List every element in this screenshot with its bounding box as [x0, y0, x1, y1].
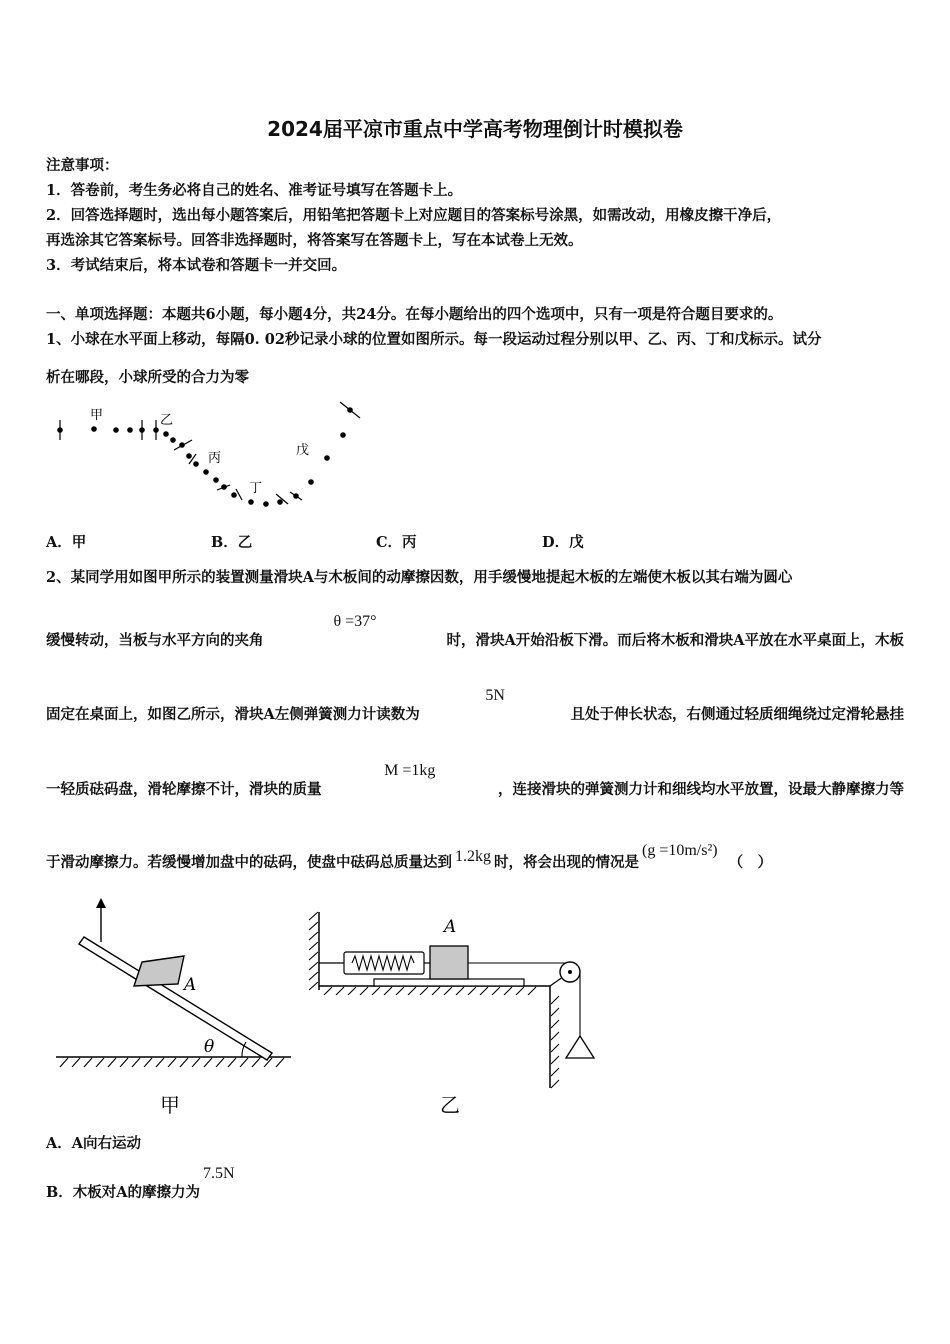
q1-option-d[interactable]: D．戊 — [542, 534, 584, 551]
q2-answer-blank: （ ） — [728, 854, 773, 871]
q1-option-a[interactable]: A．甲 — [46, 534, 87, 551]
q2-l1-text: 2、某同学用如图甲所示的装置测量滑块A与木板间的动摩擦因数，用手缓慢地提起木板的左端使木板以其右端为圆心 — [46, 569, 793, 586]
q2-l4-text-b: ，连接滑块的弹簧测力计和细线均水平放置，设最大静摩擦力等 — [498, 781, 904, 798]
segment-label-yi: 乙 — [160, 413, 174, 428]
q2-l4-text-a: 一轻质砝码盘，滑轮摩擦不计，滑块的质量 — [46, 781, 322, 798]
segment-label-wu: 戊 — [296, 443, 310, 458]
notice-item-2-cont: 再选涂其它答案标号。回答非选择题时，将答案写在答题卡上，写在本试卷上无效。 — [46, 232, 583, 249]
q2-weight-math: 1.2kg — [455, 848, 491, 865]
q2-option-b-text: B．木板对A的摩擦力为 — [46, 1184, 201, 1201]
section-heading: 一、单项选择题：本题共6小题，每小题4分，共24分。在每小题给出的四个选项中，只有一项是符合题目要求的。 — [46, 306, 783, 323]
q1-option-c[interactable]: C．丙 — [376, 534, 417, 551]
q2-stem-line1 — [46, 566, 904, 587]
q2-stem-line5 — [46, 842, 773, 872]
q2-l2-text-b: 时，滑块A开始沿板下滑。而后将木板和滑块A平放在水平桌面上，木板 — [446, 632, 904, 649]
q1-stem-line2: 析在哪段，小球所受的合力为零 — [46, 369, 249, 386]
label-block-a-jia: A — [184, 975, 197, 995]
q2-spring-reading-math: 5N — [485, 687, 505, 704]
notice-item-2: 2．回答选择题时，选出每小题答案后，用铅笔把答题卡上对应题目的答案标号涂黑，如需改动，用橡皮擦干净后， — [46, 207, 782, 224]
notice-item-1: 1．答卷前，考生务必将自己的姓名、准考证号填写在答题卡上。 — [46, 182, 463, 199]
q2-stem-line3 — [46, 687, 904, 724]
label-theta: θ — [204, 1037, 215, 1057]
q2-stem-line2 — [46, 613, 904, 650]
q2-figure-yi — [302, 908, 602, 1122]
q2-l2-text-a: 缓慢转动，当板与水平方向的夹角 — [46, 632, 264, 649]
q2-figure-jia — [46, 890, 296, 1122]
segment-label-jia: 甲 — [90, 408, 104, 423]
q2-option-b-math: 7.5N — [203, 1165, 235, 1182]
q2-angle-math: θ =37° — [333, 613, 377, 630]
notice-item-3: 3．考试结束后，将本试卷和答题卡一并交回。 — [46, 257, 347, 274]
figure-yi-caption: 乙 — [440, 1093, 460, 1117]
label-block-a-yi: A — [444, 917, 457, 937]
q2-option-b[interactable] — [46, 1165, 235, 1202]
q2-mass-math: M =1kg — [384, 762, 436, 779]
notice-heading: 注意事项： — [46, 157, 119, 174]
segment-label-bing: 丙 — [208, 451, 222, 466]
q2-l5-text-a: 于滑动摩擦力。若缓慢增加盘中的砝码，使盘中砝码总质量达到 — [46, 854, 452, 871]
q1-trajectory-figure — [46, 392, 376, 517]
q2-l3-text-a: 固定在桌面上，如图乙所示，滑块A左侧弹簧测力计读数为 — [46, 706, 420, 723]
q2-gravity-math: (g =10m/s²) — [642, 842, 718, 859]
q2-stem-line4 — [46, 762, 904, 799]
figure-jia-caption: 甲 — [160, 1093, 180, 1117]
q2-l5-text-b: 时，将会出现的情况是 — [494, 854, 639, 871]
page-title: 2024届平凉市重点中学高考物理倒计时模拟卷 — [267, 117, 683, 141]
segment-label-ding: 丁 — [249, 481, 263, 496]
q1-stem-line1: 1、小球在水平面上移动，每隔0. 02秒记录小球的位置如图所示。每一段运动过程分别以甲、乙、丙、丁和戊标示。试分 — [46, 331, 822, 348]
q2-option-a[interactable]: A．A向右运动 — [46, 1135, 142, 1152]
q2-l3-text-b: 且处于伸长状态，右侧通过轻质细绳绕过定滑轮悬挂 — [570, 706, 904, 723]
q1-option-b[interactable]: B．乙 — [211, 534, 253, 551]
